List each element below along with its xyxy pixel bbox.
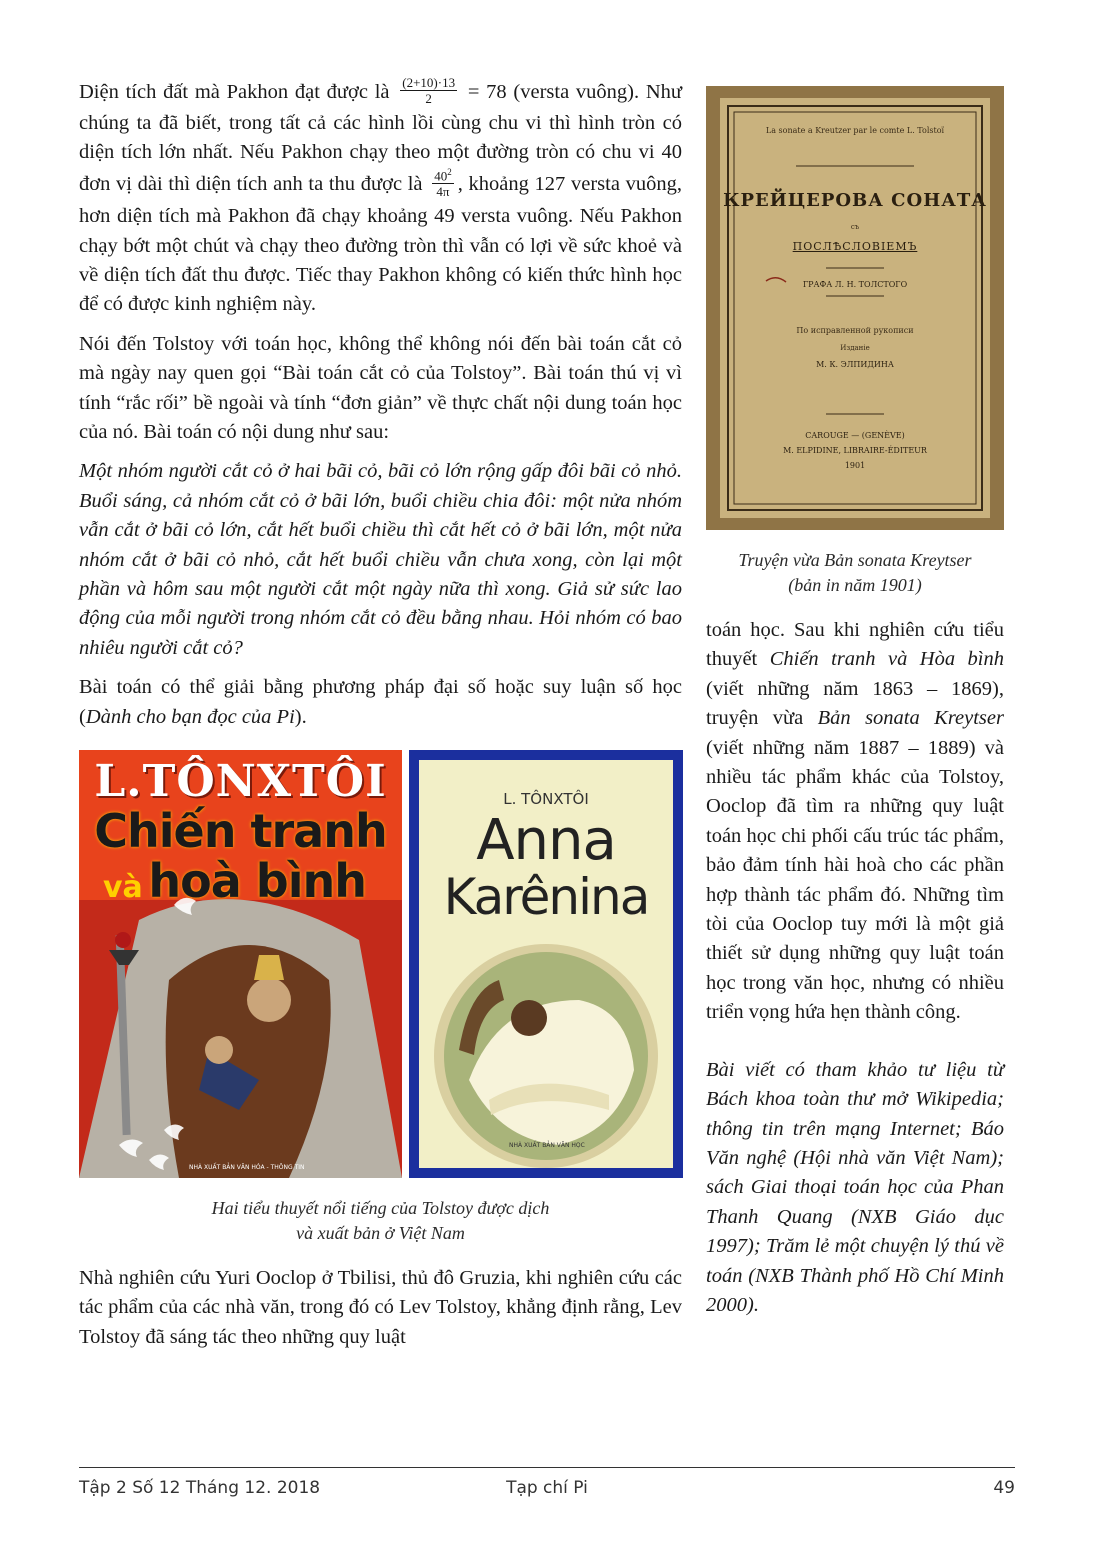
paragraph-side-continuation	[706, 616, 1004, 1028]
text-run: , khoảng 127 versta vuông, hơn diện tích mà Pakhon đã chạy khoảng 49 versta vuông. Nếu Pakhon chạy bớt một chút và chạy theo đường tròn thì vẫn có lợi về sức khoẻ và về diện tích đất thu được. Tiếc thay Pakhon không có kiến thức hình học để có được kinh nghiệm này.	[79, 172, 682, 316]
main-column	[79, 75, 683, 1352]
text-run: (viết những năm 1887 – 1889) và nhiều tác phẩm khác của Tolstoy, Ooclop đã tìm ra những quy luật toán học chi phối cấu trúc tác phẩm, bảo đảm tính hài hoà cho các phần hợp thành tác phẩm đó. Những tìm tòi của Ooclop tuy mới là một giả thiết sử dụng những quy luật toán học trong văn học, nhưng có nhiều triển vọng hứa hẹn thành công.	[706, 736, 1004, 1024]
caption-line: Hai tiểu thuyết nổi tiếng của Tolstoy được dịch	[211, 1198, 550, 1219]
text-run: toán học. Sau khi nghiên cứu tiểu thuyết	[706, 619, 1004, 671]
fraction-denominator: 2	[425, 91, 432, 106]
caption-line: (bản in năm 1901)	[788, 575, 922, 595]
text-run-italic: Bản sonata Kreytser	[817, 707, 1004, 730]
numerator-base: 40	[434, 168, 448, 184]
book-line-year: 1901	[844, 461, 866, 470]
book-line-edition: Изданіе	[840, 344, 870, 352]
cover-war-title-word: hoà bình	[148, 854, 366, 909]
book-line-french-title: La sonate a Kreutzer par le comte L. Tolstoï	[765, 126, 945, 135]
footer-divider	[79, 1467, 1015, 1468]
cover-war-author: L.TÔNXTÔI	[94, 756, 387, 808]
cover-anna-title-line1: Anna	[476, 808, 616, 874]
book-covers	[79, 750, 682, 1178]
cover-war-and-peace	[79, 750, 402, 1178]
paragraph-grass-problem-intro: Nói đến Tolstoy với toán học, không thể không nói đến bài toán cắt cỏ mà ngày nay quen gọi “Bài toán cắt cỏ của Tolstoy”. Bài toán thú vị vì tính “rắc rối” bề ngoài và tính “đơn giản” về thực chất nội dung toán học của nó. Bài toán có nội dung như sau:	[79, 332, 682, 443]
cover-anna-title-line2: Karênina	[443, 868, 649, 927]
fraction-denominator: 4π	[436, 184, 450, 200]
cover-war-title-line1: Chiến tranh	[94, 804, 387, 859]
book-line-afterword: ПОСЛѢСЛОВІЕМЪ	[792, 240, 918, 253]
cover-war-title-conj: và	[103, 870, 143, 906]
fraction-circle-area	[432, 165, 454, 199]
references-note: Bài viết có tham khảo tư liệu từ Bách khoa toàn thư mở Wikipedia; thông tin trên mạng Internet; Báo Văn nghệ (Hội nhà văn Việt Nam); sách Giai thoại toán học của Phan Thanh Quang (NXB Giáo dục 1997); Trăm lẻ một chuyện lý thú về toán (NXB Thành phố Hồ Chí Minh 2000).	[706, 1058, 1004, 1316]
footer-journal: Tạp chí Pi	[506, 1478, 588, 1498]
kreutzer-sonata-book-photo	[706, 86, 1004, 530]
covers-caption	[79, 1196, 682, 1246]
cover-anna-author: L. TÔNXTÔI	[503, 790, 589, 809]
text-run: ).	[294, 705, 307, 728]
text-run: = 78 (versta vuông). Như chúng ta đã biết, trong tất cả các hình lồi cùng chu vi thì hình tròn có diện tích lớn nhất. Nếu Pakhon chạy theo một đường tròn có chu vi 40 đơn vị dài thì diện tích anh ta thu được là	[79, 81, 683, 195]
paragraph-area	[79, 75, 683, 320]
cover-war-publisher: NHÀ XUẤT BẢN VĂN HÓA - THÔNG TIN	[189, 1164, 305, 1172]
text-run: Diện tích đất mà Pakhon đạt được là	[79, 81, 390, 104]
cover-anna-publisher: NHÀ XUẤT BẢN VĂN HỌC	[509, 1142, 585, 1150]
fraction-numerator: (2+10)·13	[402, 75, 456, 90]
footer-page-number: 49	[993, 1478, 1015, 1498]
text-run-italic: Dành cho bạn đọc của Pi	[85, 705, 295, 728]
book-line-publisher-ru: М. К. ЭЛПИДИНА	[816, 360, 894, 369]
book-caption	[706, 548, 1004, 598]
book-line-edition-note: По исправленной рукописи	[796, 326, 914, 335]
book-line-with: съ	[850, 223, 860, 231]
fraction-numerator	[432, 165, 454, 184]
cover-war-title-line2	[103, 856, 402, 917]
problem-statement: Một nhóm người cắt cỏ ở hai bãi cỏ, bãi cỏ lớn rộng gấp đôi bãi cỏ nhỏ. Buổi sáng, cả nhóm cắt cỏ ở bãi lớn, buổi chiều chia đôi: một nửa nhóm vẫn cắt ở bãi cỏ lớn, cắt hết buổi chiều thì cắt hết cỏ ở bãi lớn, một nửa nhóm cắt ở bãi cỏ nhỏ, cắt hết buổi chiều vẫn chưa xong, còn lại một phần và hôm sau một người cắt một ngày nữa thì xong. Giả sử sức lao động của mỗi người trong nhóm cắt cỏ đều bằng nhau. Hỏi nhóm có bao nhiêu người cắt cỏ?	[79, 460, 682, 659]
footer-issue: Tập 2 Số 12 Tháng 12. 2018	[79, 1478, 321, 1498]
side-column	[706, 86, 1004, 1320]
text-run: Bài toán có thể giải bằng phương pháp đại số hoặc suy luận số học (	[79, 676, 682, 728]
book-line-publisher-fr: M. ELPIDINE, LIBRAIRE-ÉDITEUR	[783, 446, 927, 455]
book-line-russian-title: КРЕЙЦЕРОВА СОНАТА	[723, 190, 987, 211]
paragraph-solution-note	[79, 673, 682, 732]
caption-line: và xuất bản ở Việt Nam	[296, 1223, 465, 1244]
book-line-author: ГРАФА Л. Н. ТОЛСТОГО	[802, 280, 908, 289]
text-run-italic: Chiến tranh và Hòa bình	[769, 648, 1004, 671]
paragraph-ooclop: Nhà nghiên cứu Yuri Ooclop ở Tbilisi, thủ đô Gruzia, khi nghiên cứu các tác phẩm của các nhà văn, trong đó có Lev Tolstoy, khẳng định rằng, Lev Tolstoy đã sáng tác theo những quy luật	[79, 1267, 682, 1348]
text-run: (viết những năm 1863 – 1869), truyện vừa	[706, 677, 1004, 730]
caption-line: Truyện vừa Bản sonata Kreytser	[738, 550, 972, 570]
numerator-exponent: 2	[447, 166, 452, 177]
fraction-area	[400, 75, 457, 106]
book-line-place: CAROUGE — (GENÈVE)	[805, 431, 905, 440]
cover-anna-karenina	[409, 750, 683, 1178]
